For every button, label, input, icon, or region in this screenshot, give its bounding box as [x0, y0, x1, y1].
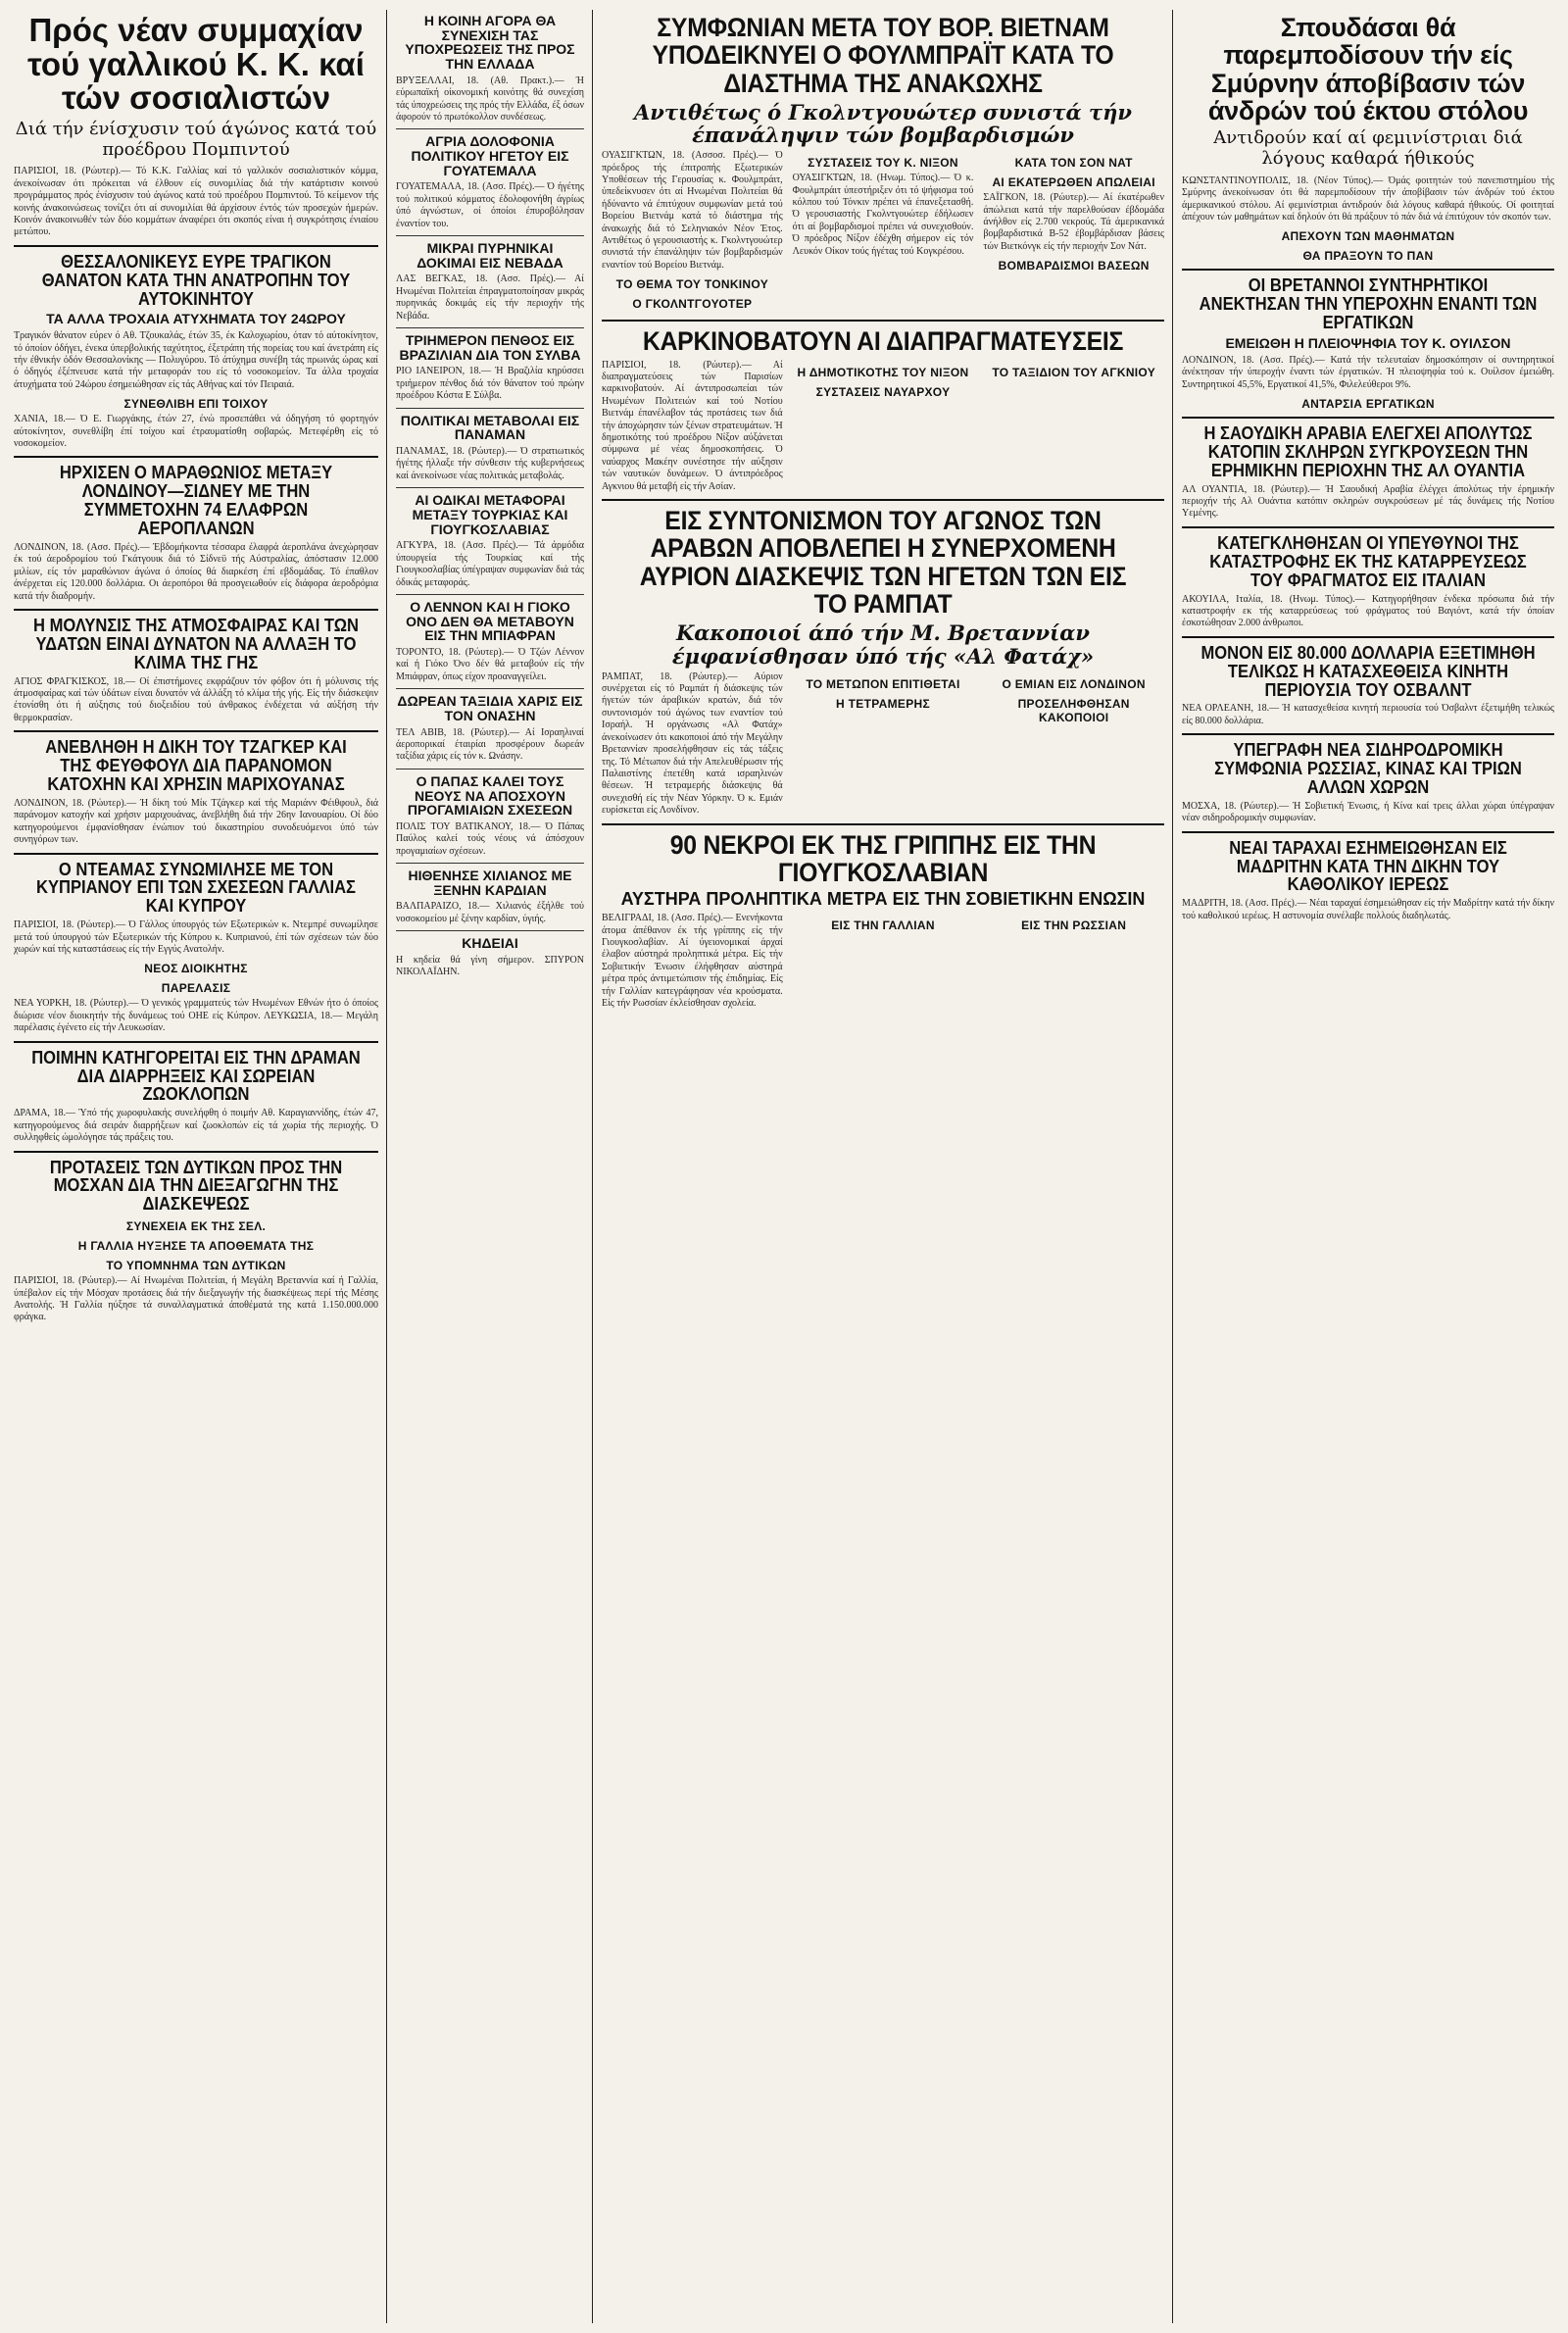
subheadline-wilson-majority: ΕΜΕΙΩΘΗ Η ΠΛΕΙΟΨΗΦΙΑ ΤΟΥ Κ. ΟΥΙΛΣΟΝ	[1225, 335, 1511, 352]
article-body: ΑΓΚΥΡΑ, 18. (Ασσ. Πρές).— Τά άρμόδια ύπουργεία τής Τουρκίας καί τής Γιουγκοσλαβίας ύπέγραψαν συμφωνίαν διά τάς όδικάς μεταφοράς.	[396, 540, 584, 588]
article-body: ΛΟΝΔΙΝΟΝ, 18. (Ρώυτερ).— Ή δίκη τού Μίκ Τζάγκερ καί τής Μαριάνν Φέιθφουλ, διά παράνομον κατοχήν καί χρήσιν μαριχουάνας, άνεβλήθη διά τήν 26ην Ιανουαρίου. Οί δύο κατηγορούμενοι έμφανίσθησαν ένώπιον τού δικαστηρίου συνοδευόμενοι ύπό τών συνηγόρων των.	[14, 797, 378, 846]
headline-air-marathon: ΗΡΧΙΣΕΝ Ο ΜΑΡΑΘΩΝΙΟΣ ΜΕΤΑΞΥ ΛΟΝΔΙΝΟΥ—ΣΙΔΝΕΥ ΜΕ ΤΗΝ ΣΥΜΜΕΤΟΧΗΝ 74 ΕΛΑΦΡΩΝ ΑΕΡΟΠΛΑΝΩΝ	[59, 463, 333, 539]
article-body: ΒΑΛΠΑΡΑΙΖΟ, 18.— Χιλιανός έξήλθε τού νοσοκομείου μέ ξένην καρδίαν, ύγιής.	[396, 901, 584, 924]
deck-al-fatah: Κακοποιοί άπό τήν Μ. Βρεταννίαν έμφανίσθησαν ύπό τής «Αλ Φατάχ»	[671, 620, 1095, 669]
article-body: ΠΑΡΙΣΙΟΙ, 18. (Ρώυτερ).— Τό Κ.Κ. Γαλλίας καί τό γαλλικόν σοσιαλιστικόν κόμμα, άνεκοίνωσαν ότι πρόκειται νά έλθουν είς συνομιλίας διά τήν κατάρτισιν κοινού προγράμματος πρός ένίσχυσιν τού άγώνος κατά τού προέδρου Πομπιντού. Τό κείμενον τής κοινής άνακοινώσεως τονίζει ότι αί συνομιλίαι θά άρχίσουν έντός τών προσεχών ήμερών. Κοινόν άνακοινωθέν τών δύο κομμάτων άναφέρει ότι σκοπός είναι ή συγκρότησις ένιαίου μετώπου.	[14, 166, 378, 238]
column-3	[602, 10, 1164, 2323]
article-body: ΠΑΡΙΣΙΟΙ, 18. (Ρώυτερ).— Ό Γάλλος ύπουργός τών Εξωτερικών κ. Ντεμπρέ συνωμίλησε μετά τού ύπουργού τών Εξωτερικών τής Κύπρου κ. Κυπριανού, έπί τών σχέσεων τών δύο χωρών καί τής καταστάσεως είς τήν Εγγύς Ανατολήν.	[14, 919, 378, 956]
column-2	[396, 10, 584, 2323]
subheadline-soviet-measures: ΑΥΣΤΗΡΑ ΠΡΟΛΗΠΤΙΚΑ ΜΕΤΡΑ ΕΙΣ ΤΗΝ ΣΟΒΙΕΤΙΚΗΝ ΕΝΩΣΙΝ	[620, 889, 1146, 910]
article-body: ΛΟΝΔΙΝΟΝ, 18. (Ασσ. Πρές).— Έβδομήκοντα τέσσαρα έλαφρά άεροπλάνα άνεχώρησαν έκ τού άεροδρομίου τού Γκάτγουικ διά τό Σίδνεϋ τής Αύστραλίας, άπόστασιν 12.000 μιλίων, είς τόν μαραθώνιον άγώνα ό όποίος θά διαρκέση έπί εβδομάδας. Τό έπαθλον άνέρχεται είς 120.000 δολλάρια. Οι άεροπόροι θά προσγειωθούν είς διάφορα άεροδρόμια κατά τήν διαδρομήν.	[14, 541, 378, 602]
section-heading: ΕΙΣ ΤΗΝ ΡΩΣΣΙΑΝ	[1021, 918, 1127, 933]
headline-jagger-trial: ΑΝΕΒΛΗΘΗ Η ΔΙΚΗ ΤΟΥ ΤΖΑΓΚΕΡ ΚΑΙ ΤΗΣ ΦΕΥΘΦΟΥΛ ΔΙΑ ΠΑΡΑΝΟΜΟΝ ΚΑΤΟΧΗΝ ΚΑΙ ΧΡΗΣΙΝ ΜΑΡΙΧΟΥΑΝΑΣ	[45, 737, 347, 795]
article-body: ΡΙΟ ΙΑΝΕΙΡΟΝ, 18.— Ή Βραζιλία κηρύσσει τριήμερον πένθος διά τόν θάνατον τού πρώην προέδρου Κόστα Ε Σύλβα.	[396, 366, 584, 402]
article-body: ΑΚΟΥΙΛΑ, Ιταλία, 18. (Ηνωμ. Τύπος).— Κατηγορήθησαν ένδεκα πρόσωπα διά τήν καταστροφήν εκ τής καταρρεύσεως τού φράγματος τού Βαγιόντ, κατά τήν όποίαν έσκοτώθησαν 2.000 άνθρωποι.	[1182, 593, 1554, 629]
article-body: ΓΟΥΑΤΕΜΑΛΑ, 18. (Ασσ. Πρές).— Ό ήγέτης τού πολιτικού κόμματος έδολοφονήθη άγρίως ύπό άγνώστων, οί όποίοι έπυροβόλησαν έναντίον του.	[396, 181, 584, 229]
section-heading: ΑΠΕΧΟΥΝ ΤΩΝ ΜΑΘΗΜΑΤΩΝ	[1281, 229, 1455, 244]
column-4	[1182, 10, 1554, 2323]
headline-oswald-property: ΜΟΝΟΝ ΕΙΣ 80.000 ΔΟΛΛΑΡΙΑ ΕΞΕΤΙΜΗΘΗ ΤΕΛΙΚΩΣ Η ΚΑΤΑΣΧΕΘΕΙΣΑ ΚΙΝΗΤΗ ΠΕΡΙΟΥΣΙΑ ΤΟΥ ΟΣΒΑΛΝΤ	[1200, 642, 1536, 700]
article-body: ΚΩΝΣΤΑΝΤΙΝΟΥΠΟΛΙΣ, 18. (Νέον Τύπος).— Όμάς φοιτητών τού πανεπιστημίου τής Σμύρνης άνεκοίνωσαν ότι θά παρεμποδίσουν τήν άποβίβασιν τών άνδρών τού έκτου άμερικανικού στόλου. Αί φεμινίστριαι άντιδρούν διά λόγους καθαρά ήθικούς. Οί φοιτηταί άπέχουν τών μαθημάτων καί δηλούν ότι θά πράξουν τό πάν διά νά έπιτύχουν τόν σκοπόν των.	[1182, 174, 1554, 223]
subheadline-feminists: Αντιδρούν καί αί φεμινίστριαι διά λόγους καθαρά ήθικούς	[1213, 127, 1523, 170]
headline-arab-summit-rabat: ΕΙΣ ΣΥΝΤΟΝΙΣΜΟΝ ΤΟΥ ΑΓΩΝΟΣ ΤΩΝ ΑΡΑΒΩΝ ΑΠΟΒΛΕΠΕΙ Η ΣΥΝΕΡΧΟΜΕΝΗ ΑΥΡΙΟΝ ΔΙΑΣΚΕΨΙΣ ΤΩΝ ΗΓΕΤΩΝ ΤΩΝ ΕΙΣ ΤΟ ΡΑΜΠΑΤ	[639, 506, 1127, 620]
article-body: ΣΑΪΓΚΟΝ, 18. (Ρώυτερ).— Αί έκατέρωθεν άπώλειαι κατά τήν παρελθούσαν έβδομάδα άνήλθον είς 2.700 νεκρούς. Τά άμερικανικά βομβαρδιστικά Β-52 έβομβάρδισαν βάσεις τών Βιετκόνγκ είς τήν περιοχήν Σον Νάτ.	[983, 192, 1164, 252]
section-heading: ΣΥΝΕΧΕΙΑ ΕΚ ΤΗΣ ΣΕΛ.	[125, 1219, 267, 1234]
section-heading: ΤΟ ΘΕΜΑ ΤΟΥ ΤΟΝΚΙΝΟΥ	[615, 277, 769, 292]
headline-saudi-al-wadiah: Η ΣΑΟΥΔΙΚΗ ΑΡΑΒΙΑ ΕΛΕΓΧΕΙ ΑΠΟΛΥΤΩΣ ΚΑΤΟΠΙΝ ΣΚΛΗΡΩΝ ΣΥΓΚΡΟΥΣΕΩΝ ΤΗΝ ΕΡΗΜΙΚΗΝ ΠΕΡΙΟΧΗΝ ΤΗΣ ΑΛ ΟΥΑΝΤΙΑ	[1203, 422, 1533, 480]
section-heading: ΤΟ ΤΑΞΙΔΙΟΝ ΤΟΥ ΑΓΚΝΙΟΥ	[992, 365, 1156, 379]
column-1	[14, 10, 378, 2323]
headline-debre-kyprianou: Ο ΝΤΕΑΜΑΣ ΣΥΝΩΜΙΛΗΣΕ ΜΕ ΤΟΝ ΚΥΠΡΙΑΝΟΥ ΕΠΙ ΤΩΝ ΣΧΕΣΕΩΝ ΓΑΛΛΙΑΣ ΚΑΙ ΚΥΠΡΟΥ	[35, 859, 356, 917]
section-heading: ΒΟΜΒΑΡΔΙΣΜΟΙ ΒΑΣΕΩΝ	[998, 259, 1150, 273]
section-heading: Η ΤΕΤΡΑΜΕΡΗΣ	[836, 696, 930, 711]
headline-shepherd-drama: ΠΟΙΜΗΝ ΚΑΤΗΓΟΡΕΙΤΑΙ ΕΙΣ ΤΗΝ ΔΡΑΜΑΝ ΔΙΑ ΔΙΑΡΡΗΞΕΙΣ ΚΑΙ ΣΩΡΕΙΑΝ ΖΩΟΚΛΟΠΩΝ	[31, 1047, 361, 1105]
article-body: Η κηδεία θά γίνη σήμερον. ΣΠΥΡΟΝ ΝΙΚΟΛΑΪΔΗΝ.	[396, 954, 584, 978]
headline-common-market: Η ΚΟΙΝΗ ΑΓΟΡΑ ΘΑ ΣΥΝΕΧΙΣΗ ΤΑΣ ΥΠΟΧΡΕΩΣΕΙΣ ΤΗΣ ΠΡΟΣ ΤΗΝ ΕΛΛΑΔΑ	[405, 13, 575, 73]
headline-smyrna-sixth-fleet: Σπουδάσαι θά παρεμποδίσουν τήν είς Σμύρνην άποβίβασιν τών άνδρών τού έκτου στόλου	[1207, 13, 1529, 126]
column-rule	[1172, 10, 1173, 2323]
headline-italy-dam: ΚΑΤΕΓΚΛΗΘΗΣΑΝ ΟΙ ΥΠΕΥΘΥΝΟΙ ΤΗΣ ΚΑΤΑΣΤΡΟΦΗΣ ΕΚ ΤΗΣ ΚΑΤΑΡΡΕΥΣΕΩΣ ΤΟΥ ΦΡΑΓΜΑΤΟΣ ΕΙΣ ΙΤΑΛΙΑΝ	[1209, 532, 1527, 590]
headline-western-proposals-moscow: ΠΡΟΤΑΣΕΙΣ ΤΩΝ ΔΥΤΙΚΩΝ ΠΡΟΣ ΤΗΝ ΜΟΣΧΑΝ ΔΙΑ ΤΗΝ ΔΙΕΞΑΓΩΓΗΝ ΤΗΣ ΔΙΑΣΚΕΨΕΩΣ	[49, 1157, 343, 1215]
subheadline-pompidou: Διά τήν ένίσχυσιν τού άγώνος κατά τού προέδρου Πομπιντού	[15, 118, 377, 160]
section-heading: ΑΝΤΑΡΣΙΑ ΕΡΓΑΤΙΚΩΝ	[1301, 396, 1435, 411]
article-body: ΒΕΛΙΓΡΑΔΙ, 18. (Ασσ. Πρές).— Ενενήκοντα άτομα άπέθανον έκ τής γρίππης είς τήν Γιουγκοσλαβίαν. Αί ύγειονομικαί άρχαί έλαβον αύστηρά προληπτικά μέτρα. Είς τήν Σοβιετικήν Ένωσιν έλήφθησαν αύστηρά μέτρα πρός άντιμετώπισιν τής έπιδημίας. Είς τήν Γαλλίαν κατεγράφησαν νέα κρούσματα. Είς τήν Ρωσσίαν έκλείσθησαν σχολεία.	[602, 913, 783, 1009]
headline-chilean-heart: ΗΙΘΕΝΗΣΕ ΧΙΛΙΑΝΟΣ ΜΕ ΞΕΝΗΝ ΚΑΡΔΙΑΝ	[408, 868, 572, 898]
section-heading: ΣΥΝΕΘΛΙΒΗ ΕΠΙ ΤΟΙΧΟΥ	[123, 397, 269, 412]
article-body: ΝΕΑ ΥΟΡΚΗ, 18. (Ρώυτερ).— Ό γενικός γραμματεύς τών Ηνωμένων Εθνών ήτο ό όποίος διώρισε νέον διοικητήν τής δυνάμεως τού ΟΗΕ είς Κύπρον. ΛΕΥΚΩΣΙΑ, 18.— Μεγάλη παρέλασις έγένετο είς τήν Λευκωσίαν.	[14, 998, 378, 1034]
article-body: ΟΥΑΣΙΓΚΤΩΝ, 18. (Ηνωμ. Τύπος).— Ό κ. Φουλμπράιτ ύπεστήριξεν ότι τό ψήφισμα τού κόλπου τού Τόνκιν πρέπει νά έπανεξετασθή. Ό γερουσιαστής Γκολντγουώτερ έδήλωσεν ότι αί βομβαρδισμοί πρέπει νά συνεχισθούν. Ό πρόεδρος Νίξον έδέχθη σήμερον είς τόν Λευκόν Οίκον τούς ήγέτας τού Κογκρέσου.	[792, 173, 974, 257]
section-heading: ΕΙΣ ΤΗΝ ΓΑΛΛΙΑΝ	[831, 918, 935, 933]
article-body: ΑΛ ΟΥΑΝΤΙΑ, 18. (Ρώυτερ).— Ή Σαουδική Αραβία έλέγχει άπολύτως τήν έρημικήν περιοχήν τής Αλ Ουάντια κατόπιν σκληρών συγκρούσεων μέ τάς δυνάμεις τής Νοτίου Υεμένης.	[1182, 483, 1554, 520]
article-body: Τραγικόν θάνατον εύρεν ό Αθ. Τζουκαλάς, έτών 35, έκ Καλοχωρίου, όταν τό αύτοκίνητον, τό όποίον όδήγει, ένεκα ύπερβολικής ταχύτητος, έξετράπη τής πορείας του καί άνετράπη είς τήν έθνικήν όδόν Θεσσαλονίκης — Πολυγύρου. Τό άτύχημα συνέβη τάς πρωινάς ώρας καί ό όδηγός έξέπνευσε κατά τήν μεταφοράν του είς τό νοσοκομείον. Τα άλλα τροχαία άτυχήματα τού 24ώρου έσημειώθησαν είς τάς Αθήνας καί τόν Πειραιά.	[14, 330, 378, 390]
section-heading: Η ΓΑΛΛΙΑ ΗΥΞΗΣΕ ΤΑ ΑΠΟΘΕΜΑΤΑ ΤΗΣ	[77, 1239, 315, 1254]
headline-pollution-climate: Η ΜΟΛΥΝΣΙΣ ΤΗΣ ΑΤΜΟΣΦΑΙΡΑΣ ΚΑΙ ΤΩΝ ΥΔΑΤΩΝ ΕΙΝΑΙ ΔΥΝΑΤΟΝ ΝΑ ΑΛΛΑΞΗ ΤΟ ΚΛΙΜΑ ΤΗΣ ΓΗΣ	[33, 615, 359, 672]
section-heading: Ο ΕΜΙΑΝ ΕΙΣ ΛΟΝΔΙΝΟΝ	[1002, 676, 1146, 691]
section-heading: ΠΑΡΕΛΑΣΙΣ	[161, 981, 231, 996]
section-heading: ΤΟ ΜΕΤΩΠΟΝ ΕΠΙΤΙΘΕΤΑΙ	[806, 676, 960, 691]
column-rule	[386, 10, 387, 2323]
article-body: ΟΥΑΣΙΓΚΤΩΝ, 18. (Ασσοσ. Πρές).— Ό πρόεδρος τής έπιτροπής Εξωτερικών Υποθέσεων τής Γερουσίας κ. Φουλμπράιτ, ύπεδείκνυσεν ότι αί Ηνωμέναι Πολιτείαι θά ήδύναντο νά έπιτύχουν συμφωνίαν μετά τού Βορείου Βιετνάμ κατά τό διάστημα τής άνακωχής διά τό Σεληνιακόν Νέον Έτος. Αντιθέτως ό γερουσιαστής κ. Γκολντγουώτερ συνιστά τήν έπανάληψιν τών βομβαρδισμών εναντίον τού Βορείου Βιετνάμ.	[602, 150, 783, 271]
article-body: ΝΕΑ ΟΡΛΕΑΝΗ, 18.— Ή κατασχεθείσα κινητή περιουσία τού Όσβαλντ έξετιμήθη τελικώς είς 80.000 δολλάρια.	[1182, 703, 1554, 726]
article-body: ΑΓΙΟΣ ΦΡΑΓΚΙΣΚΟΣ, 18.— Οί έπιστήμονες εκφράζουν τόν φόβον ότι ή μόλυνσις τής άτμοσφαίρας καί τών ύδάτων είναι δυνατόν νά άλλάξη τό κλίμα τής γής. Είς τήν διάσκεψιν έτονίσθη ότι ή αύξησις τού διοξειδίου τού άνθρακος ένδέχεται νά αύξήση τήν θερμοκρασίαν.	[14, 675, 378, 723]
headline-panama-changes: ΠΟΛΙΤΙΚΑΙ ΜΕΤΑΒΟΛΑΙ ΕΙΣ ΠΑΝΑΜΑΝ	[400, 412, 580, 443]
headline-guatemala-murder: ΑΓΡΙΑ ΔΟΛΟΦΟΝΙΑ ΠΟΛΙΤΙΚΟΥ ΗΓΕΤΟΥ ΕΙΣ ΓΟΥΑΤΕΜΑΛΑ	[411, 133, 569, 178]
article-body: ΠΑΡΙΣΙΟΙ, 18. (Ρώυτερ).— Αί Ηνωμέναι Πολιτείαι, ή Μεγάλη Βρεταννία καί ή Γαλλία, ύπέβαλον είς τήν Μόσχαν προτάσεις διά τήν διεξαγωγήν τής διασκέψεως περί τής Μέσης Ανατολής. Ή Γαλλία ηύξησε τά συναλλαγματικά άποθέματά της κατά 1.150.000.000 φράγκα.	[14, 1275, 378, 1323]
headline-negotiations-stall: ΚΑΡΚΙΝΟΒΑΤΟΥΝ ΑΙ ΔΙΑΠΡΑΓΜΑΤΕΥΣΕΙΣ	[642, 326, 1124, 357]
headline-free-flights-onassis: ΔΩΡΕΑΝ ΤΑΞΙΔΙΑ ΧΑΡΙΣ ΕΙΣ ΤΟΝ ΟΝΑΣΗΝ	[397, 693, 583, 723]
article-body: ΜΟΣΧΑ, 18. (Ρώυτερ).— Ή Σοβιετική Ένωσις, ή Κίνα καί τρεις άλλαι χώραι ύπέγραψαν νέαν σιδηροδρομικήν συμφωνίαν.	[1182, 800, 1554, 824]
headline-uk-conservatives: ΟΙ ΒΡΕΤΑΝΝΟΙ ΣΥΝΤΗΡΗΤΙΚΟΙ ΑΝΕΚΤΗΣΑΝ ΤΗΝ ΥΠΕΡΟΧΗΝ ΕΝΑΝΤΙ ΤΩΝ ΕΡΓΑΤΙΚΩΝ	[1199, 275, 1538, 333]
article-body: ΠΑΡΙΣΙΟΙ, 18. (Ρώυτερ).— Αί διαπραγματεύσεις τών Παρισίων καρκινοβατούν. Αί άντιπροσωπείαι τών Ηνωμένων Πολιτειών καί τού Νοτίου Βιετνάμ έπανέλαβον τάς προτάσεις των διά τήν άποχώρησιν τών ξένων στρατευμάτων. Ή δημοτικότης τού προέδρου Νίξον αύξάνεται σύμφωνα μέ νέας δημοσκοπήσεις. Ό ναύαρχος Μακέην συνέστησε τήν αύξησιν τών ναυτικών δυνάμεων. Ό άντιπρόεδρος Αγκνιου θά μεταβή είς τήν Ασίαν.	[602, 359, 783, 492]
section-heading: Ο ΓΚΟΛΝΤΓΟΥΟΤΕΡ	[632, 297, 753, 312]
column-rule	[592, 10, 593, 2323]
article-body: ΠΑΝΑΜΑΣ, 18. (Ρώυτερ).— Ό στρατιωτικός ήγέτης ήλλαξε τήν σύνθεσιν τής κυβερνήσεως καί άνεκοίνωσε νέας πολιτικάς μεταβολάς.	[396, 446, 584, 481]
section-heading: ΠΡΟΣΕΛΗΦΘΗΣΑΝ ΚΑΚΟΠΟΙΟΙ	[1017, 696, 1130, 724]
headline-railway-agreement: ΥΠΕΓΡΑΦΗ ΝΕΑ ΣΙΔΗΡΟΔΡΟΜΙΚΗ ΣΥΜΦΩΝΙΑ ΡΩΣΣΙΑΣ, ΚΙΝΑΣ ΚΑΙ ΤΡΙΩΝ ΑΛΛΩΝ ΧΩΡΩΝ	[1214, 740, 1522, 797]
subheadline-traffic-accidents: ΤΑ ΑΛΛΑ ΤΡΟΧΑΙΑ ΑΤΥΧΗΜΑΤΑ ΤΟΥ 24ΩΡΟΥ	[46, 311, 346, 327]
section-heading: ΣΥΣΤΑΣΕΙΣ ΝΑΥΑΡΧΟΥ	[815, 384, 951, 399]
section-heading: ΤΟ ΥΠΟΜΝΗΜΑ ΤΩΝ ΔΥΤΙΚΩΝ	[106, 1259, 286, 1273]
headline-communist-socialist-alliance: Πρός νέαν συμμαχίαν τού γαλλικού Κ. Κ. καί τών σοσιαλιστών	[27, 12, 365, 117]
headline-brazil-mourning: ΤΡΙΗΜΕΡΟΝ ΠΕΝΘΟΣ ΕΙΣ ΒΡΑΖΙΛΙΑΝ ΔΙΑ ΤΟΝ ΣΥΛΒΑ	[399, 332, 581, 363]
section-heading: ΣΥΣΤΑΣΕΙΣ ΤΟΥ Κ. ΝΙΞΟΝ	[808, 156, 958, 171]
article-body: ΤΕΛ ΑΒΙΒ, 18. (Ρώυτερ).— Αί Ισραηλιναί άεροπορικαί έταιρίαι προσφέρουν δωρεάν ταξίδια χάρις είς τόν κ. Ωνάσην.	[396, 726, 584, 763]
article-body: ΧΑΝΙΑ, 18.— Ό Ε. Γιωργάκης, έτών 27, ένώ προσεπάθει νά όδηγήση τό φορτηγόν αύτοκίνητον, συνεθλίβη έπί τοίχου καί έτραυματίσθη σοβαρώς. Μετεφέρθη είς τό νοσοκομείον.	[14, 414, 378, 449]
headline-turkey-yugoslavia-transport: ΑΙ ΟΔΙΚΑΙ ΜΕΤΑΦΟΡΑΙ ΜΕΤΑΞΥ ΤΟΥΡΚΙΑΣ ΚΑΙ ΓΙΟΥΓΚΟΣΛΑΒΙΑΣ	[412, 492, 568, 537]
headline-funerals: ΚΗΔΕΙΑΙ	[462, 935, 518, 952]
article-body: ΛΑΣ ΒΕΓΚΑΣ, 18. (Ασσ. Πρές).— Αί Ηνωμέναι Πολιτείαι έπραγματοποίησαν μικράς πυρηνικάς δοκιμάς είς τήν περιοχήν τής Νεβάδα.	[396, 273, 584, 322]
article-body: ΡΑΜΠΑΤ, 18. (Ρώυτερ).— Αύριον συνέρχεται είς τό Ραμπάτ ή διάσκεψις τών ήγετών τών άραβικών κρατών, διά τόν συντονισμόν τού άγώνος των εναντίον τού Ισραήλ. Ή οργάνωσις «Αλ Φατάχ» άνεκοίνωσεν ότι κακοποιοί άπό τήν Μεγάλην Βρεταννίαν προσελήφθησαν είς τάς τάξεις της. Τό Μέτωπον διά τήν Απελευθέρωσιν τής Παλαιστίνης έπετέθη κατά ισραηλινών θέσεων. Ή τετραμερής διάσκεψις θά συνεχισθή είς τήν Νέαν Υόρκην. Ό κ. Εμιάν ευρίσκεται είς Λονδίνον.	[602, 670, 783, 817]
headline-madrid-unrest: ΝΕΑΙ ΤΑΡΑΧΑΙ ΕΣΗΜΕΙΩΘΗΣΑΝ ΕΙΣ ΜΑΔΡΙΤΗΝ ΚΑΤΑ ΤΗΝ ΔΙΚΗΝ ΤΟΥ ΚΑΘΟΛΙΚΟΥ ΙΕΡΕΩΣ	[1229, 837, 1507, 895]
headline-fulbright-vietnam: ΣΥΜΦΩΝΙΑΝ ΜΕΤΑ ΤΟΥ ΒΟΡ. ΒΙΕΤΝΑΜ ΥΠΟΔΕΙΚΝΥΕΙ Ο ΦΟΥΛΜΠΡΑΪΤ ΚΑΤΑ ΤΟ ΔΙΑΣΤΗΜΑ ΤΗΣ ΑΝΑΚΩΧΗΣ	[652, 13, 1114, 98]
section-heading: ΚΑΤΑ ΤΟΝ ΣΟΝ ΝΑΤ	[1014, 156, 1133, 171]
section-heading: ΘΑ ΠΡΑΞΟΥΝ ΤΟ ΠΑΝ	[1302, 249, 1434, 264]
article-body: ΠΟΛΙΣ ΤΟΥ ΒΑΤΙΚΑΝΟΥ, 18.— Ό Πάπας Παύλος καλεί τούς νέους νά άπόσχουν προγαμιαίων σχέσεων.	[396, 820, 584, 857]
article-body: ΒΡΥΞΕΛΛΑΙ, 18. (Αθ. Πρακτ.).— Ή εύρωπαϊκή οίκονομική κοινότης θά συνεχίση τάς ύποχρεώσεις της πρός τήν Ελλάδα, έξ όσων άφορούν τό πρωτόκολλον συνδέσεως.	[396, 74, 584, 123]
deck-goldwater: Αντιθέτως ό Γκολντγουώτερ συνιστά τήν έπανάληψιν τών βομβαρδισμών	[634, 100, 1132, 148]
section-heading: Η ΔΗΜΟΤΙΚΟΤΗΣ ΤΟΥ ΝΙΞΟΝ	[797, 365, 969, 379]
headline-flu-yugoslavia: 90 ΝΕΚΡΟΙ ΕΚ ΤΗΣ ΓΡΙΠΠΗΣ ΕΙΣ ΤΗΝ ΓΙΟΥΓΚΟΣΛΑΒΙΑΝ	[669, 829, 1097, 887]
headline-thessaloniki-accident: ΘΕΣΣΑΛΟΝΙΚΕΥΣ ΕΥΡΕ ΤΡΑΓΙΚΟΝ ΘΑΝΑΤΟΝ ΚΑΤΑ ΤΗΝ ΑΝΑΤΡΟΠΗΝ ΤΟΥ ΑΥΤΟΚΙΝΗΤΟΥ	[41, 251, 351, 309]
section-heading: ΝΕΟΣ ΔΙΟΙΚΗΤΗΣ	[144, 962, 248, 976]
article-body: ΤΟΡΟΝΤΟ, 18. (Ρώυτερ).— Ό Τζών Λέννον καί ή Γιόκο Όνο δέν θά μεταβούν είς τήν Μπιάφραν, όπως είχον προαναγγείλει.	[396, 647, 584, 682]
article-body: ΜΑΔΡΙΤΗ, 18. (Ασσ. Πρές).— Νέαι ταραχαί έσημειώθησαν είς τήν Μαδρίτην κατά τήν δίκην τού καθολικού ιερέως. Η αστυνομία συνέλαβε πολλούς διαδηλωτάς.	[1182, 898, 1554, 921]
article-body: ΔΡΑΜΑ, 18.— Ύπό τής χωροφυλακής συνελήφθη ό ποιμήν Αθ. Καραγιαννίδης, έτών 47, κατηγορούμενος διά σειράν διαρρήξεων καί ζωοκλοπών είς τά χωρία τής περιοχής. Ό συλληφθείς ώμολόγησε τάς πράξεις του.	[14, 1108, 378, 1144]
article-body: ΛΟΝΔΙΝΟΝ, 18. (Ασσ. Πρές).— Κατά τήν τελευταίαν δημοσκόπησιν οί συντηρητικοί άνέκτησαν τήν ύπεροχήν έναντι τών έργατικών. Ή πλειοψηφία τού κ. Ουίλσον έμειώθη. Συντηρητικοί 45,5%, Εργατικοί 41,5%, Φιλελεύθεροι 9%.	[1182, 354, 1554, 390]
headline-pope-youth: Ο ΠΑΠΑΣ ΚΑΛΕΙ ΤΟΥΣ ΝΕΟΥΣ ΝΑ ΑΠΟΣΧΟΥΝ ΠΡΟΓΑΜΙΑΙΩΝ ΣΧΕΣΕΩΝ	[407, 772, 573, 819]
headline-nevada-tests: ΜΙΚΡΑΙ ΠΥΡΗΝΙΚΑΙ ΔΟΚΙΜΑΙ ΕΙΣ ΝΕΒΑΔΑ	[416, 240, 564, 271]
section-heading: ΑΙ ΕΚΑΤΕΡΩΘΕΝ ΑΠΩΛΕΙΑΙ	[992, 175, 1155, 190]
headline-lennon-biafra: Ο ΛΕΝΝΟΝ ΚΑΙ Η ΓΙΟΚΟ ΟΝΟ ΔΕΝ ΘΑ ΜΕΤΑΒΟΥΝ ΕΙΣ ΤΗΝ ΜΠΙΑΦΡΑΝ	[406, 598, 574, 644]
